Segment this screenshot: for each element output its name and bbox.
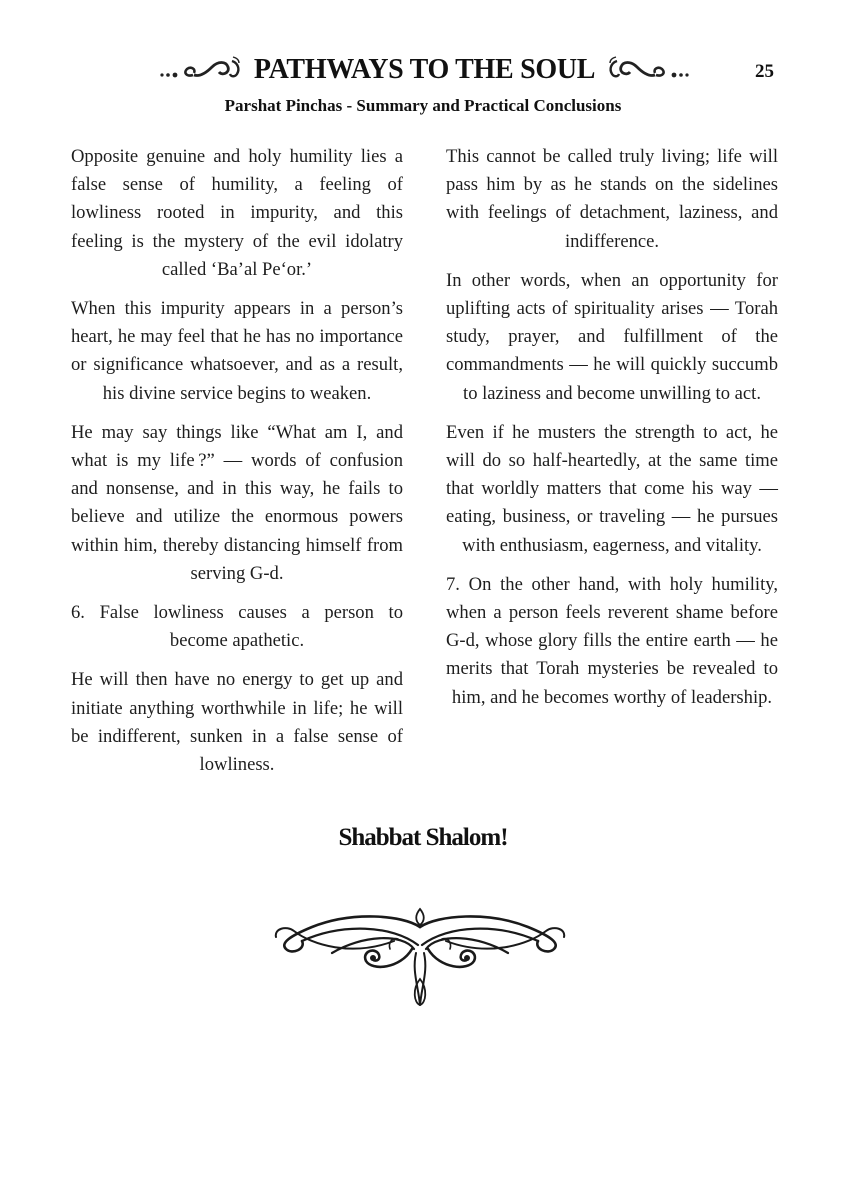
section-subtitle: Parshat Pinchas - Summary and Practical Conclusions (224, 96, 622, 115)
flourish-right-half (420, 916, 564, 1005)
closing-greeting: Shabbat Shalom! (338, 824, 508, 851)
page-header (0, 50, 846, 90)
flourish-top-teardrop (416, 909, 424, 925)
paragraph: He may say things like “What am I, and what is my life ?” — words of confusion and nonsense, and in this way, he fails to believe and utilize the enormous powers within him, thereby distancing himself from serving G-d. (71, 421, 403, 584)
paragraph: He will then have no energy to get up and initiate anything worthwhile in life; he will be indifferent, sunken in a false sense of lowliness. (71, 669, 403, 776)
book-title: PATHWAYS TO THE SOUL (253, 54, 596, 85)
paragraph: When this impurity appears in a person’s heart, he may feel that he has no importance or significance whatsoever, and as a result, his divine service begins to weaken. (71, 298, 403, 404)
paragraph: Even if he musters the strength to act, he will do so half-heartedly, at the same time that worldly matters that come his way — eating, business, or traveling — he pursues with enthusiasm, eagerness, and vitality. (446, 421, 778, 556)
left-column (71, 143, 403, 790)
right-column (446, 143, 778, 723)
numbered-point: 7. On the other hand, with holy humility, when a person feels reverent shame before G-d, whose glory fills the entire earth — he merits that Torah mysteries be revealed to him, and he becomes worthy of leadership. (446, 573, 778, 708)
flourish-divider-icon (272, 905, 568, 1010)
page-number: 25 (755, 61, 774, 82)
paragraph: In other words, when an opportunity for uplifting acts of spirituality arises — Torah study, prayer, and fulfillment of the commandments — he will quickly succumb to laziness and become unwilling to act. (446, 269, 778, 404)
paragraph: Opposite genuine and holy humility lies a false sense of humility, a feeling of lowliness rooted in impurity, and this feeling is the mystery of the evil idolatry called ‘Ba’al Pe‘or.’ (71, 146, 403, 280)
flourish-left-half (276, 916, 420, 1005)
scroll-ornament-right-icon (598, 55, 690, 85)
running-title (132, 50, 717, 90)
scroll-ornament-left-icon (159, 55, 251, 85)
numbered-point: 6. False lowliness causes a person to become apathetic. (71, 602, 403, 652)
paragraph: This cannot be called truly living; life will pass him by as he stands on the sidelines with feelings of detachment, laziness, and indifference. (446, 146, 778, 252)
